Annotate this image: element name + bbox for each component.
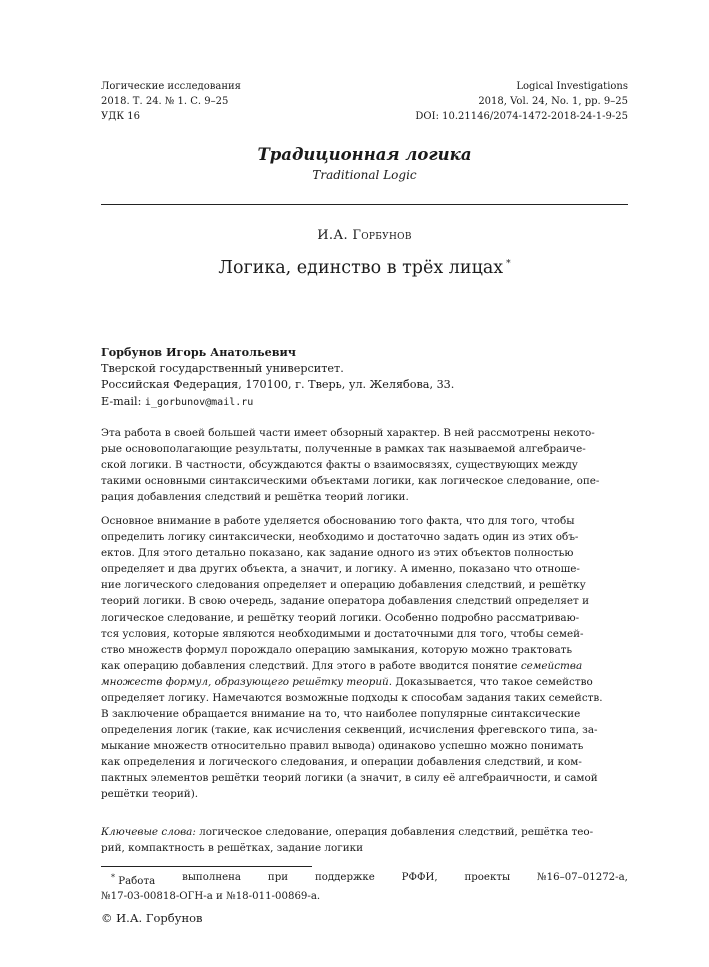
abstract-line: определяет и два других объекта, а значит, и логику. А именно, показано что отноше-	[101, 563, 580, 576]
copyright-line	[101, 911, 203, 925]
journal-issue-en: 2018, Vol. 24, No. 1, pp. 9–25	[478, 96, 628, 108]
article-title-text: Логика, единство в трёх лицах	[218, 258, 504, 278]
funding-footnote	[101, 870, 628, 904]
footnote-symbol: *	[111, 873, 115, 882]
article-title	[101, 258, 628, 278]
journal-issue-ru: 2018. Т. 24. № 1. С. 9–25	[101, 96, 229, 108]
abstract-text: как операцию добавления следствий. Для этого в работе вводится понятие	[101, 659, 521, 672]
footnote-line: №17-03-00818-ОГН-а и №18-011-00869-а.	[101, 891, 321, 902]
abstract-line: определяет логику. Намечаются возможные подходы к способам задания таких семейств.	[101, 692, 603, 705]
abstract-line: пактных элементов решётки теорий логики (а значит, в силу её алгебраичности, и самой	[101, 772, 598, 785]
author-email-line	[101, 394, 628, 412]
abstract-line: такими основными синтаксическими объектами логики, как логическое следование, опе-	[101, 475, 600, 488]
abstract-line: Эта работа в своей большей части имеет обзорный характер. В ней рассмотрены некото-	[101, 427, 595, 439]
keywords-line: рий, компактность в решётках, задание логики	[101, 842, 364, 855]
abstract-line: как определения и логического следования, и операции добавления следствий, и ком-	[101, 756, 582, 769]
author-address: Российская Федерация, 170100, г. Тверь, ул. Желябова, 33.	[101, 378, 455, 391]
copyright-icon: ©	[101, 911, 113, 925]
abstract-line: определить логику синтаксически, необходимо и достаточно задать один из этих объ-	[101, 531, 579, 544]
abstract-line: ство множеств формул порождало операцию замыкания, которую можно трактовать	[101, 643, 573, 656]
abstract-text: . Доказывается, что такое семейство	[388, 675, 593, 688]
footnote-word	[111, 870, 155, 889]
author-full-name: Горбунов Игорь Анатольевич	[101, 345, 296, 359]
section-divider	[101, 204, 628, 205]
abstract-line	[101, 674, 628, 690]
keywords-label: Ключевые слова:	[101, 826, 196, 838]
abstract-line: теорий логики. В свою очередь, задание оператора добавления следствий определяет и	[101, 595, 590, 608]
abstract-paragraph-3	[101, 706, 628, 803]
header-right	[415, 79, 628, 125]
footnote-divider	[101, 866, 312, 867]
footnote-mark: *	[506, 259, 511, 269]
abstract-term: множеств формул, образующего решётку теорий	[101, 675, 389, 688]
footnote-word: проекты	[464, 872, 511, 883]
copyright-holder: И.А. Горбунов	[116, 911, 203, 925]
section-subtitle: Traditional Logic	[312, 168, 417, 182]
abstract-paragraph-2	[101, 513, 628, 706]
abstract-line	[101, 658, 628, 674]
footnote-line	[101, 870, 628, 889]
abstract-line: решётки теорий).	[101, 788, 199, 801]
abstract-line: ской логики. В частности, обсуждаются факты о взаимосвязях, существующих между	[101, 459, 578, 472]
abstract-line: рация добавления следствий и решётка теорий логики.	[101, 491, 409, 504]
abstract-line: В заключение обращается внимание на то, что наиболее популярные синтаксические	[101, 708, 581, 720]
section-title: Традиционная логика	[257, 145, 472, 164]
abstract-paragraph-1	[101, 425, 628, 505]
footnote-word: РФФИ,	[401, 872, 438, 883]
abstract-line: мыкание множеств относительно правил вывода) одинаково успешно можно понимать	[101, 740, 584, 753]
abstract-line: тся условия, которые являются необходимыми и достаточными для того, чтобы семей-	[101, 627, 584, 640]
header-left	[101, 79, 241, 125]
author-email[interactable]: i_gorbunov@mail.ru	[144, 396, 254, 408]
abstract-term: семейства	[520, 659, 583, 672]
abstract-line: определения логик (такие, как исчисления секвенций, исчисления фрегевского типа, за-	[101, 724, 598, 737]
keywords-line	[101, 824, 628, 840]
author-affiliation	[101, 344, 628, 411]
abstract-line: ние логического следования определяет и операцию добавления следствий, и решётку	[101, 579, 586, 592]
abstract-line: рые основополагающие результаты, полученные в рамках так называемой алгебраиче-	[101, 443, 586, 456]
keywords	[101, 824, 628, 856]
abstract-line: логическое следование, и решётку теорий логики. Особенно подробно рассматриваю-	[101, 611, 580, 624]
doi: DOI: 10.21146/2074-1472-2018-24-1-9-25	[415, 111, 628, 123]
footnote-word: №16–07–01272-а,	[537, 872, 628, 883]
keywords-text: логическое следование, операция добавления следствий, решётка тео-	[195, 826, 594, 838]
udc-code: УДК 16	[101, 111, 140, 123]
author-organization: Тверской государственный университет.	[101, 361, 344, 375]
email-label: E-mail:	[101, 394, 145, 408]
footnote-text: Работа	[118, 876, 156, 887]
abstract-line: Основное внимание в работе уделяется обоснованию того факта, что для того, чтобы	[101, 515, 575, 527]
footnote-word: выполнена	[182, 872, 241, 883]
abstract-line: ектов. Для этого детально показано, как задание одного из этих объектов полностью	[101, 547, 574, 560]
article-author: И.А. Горбунов	[317, 228, 412, 243]
journal-name-ru: Логические исследования	[101, 81, 241, 92]
journal-name-en: Logical Investigations	[516, 81, 628, 92]
footnote-word: поддержке	[314, 872, 375, 883]
footnote-word: при	[267, 872, 289, 883]
